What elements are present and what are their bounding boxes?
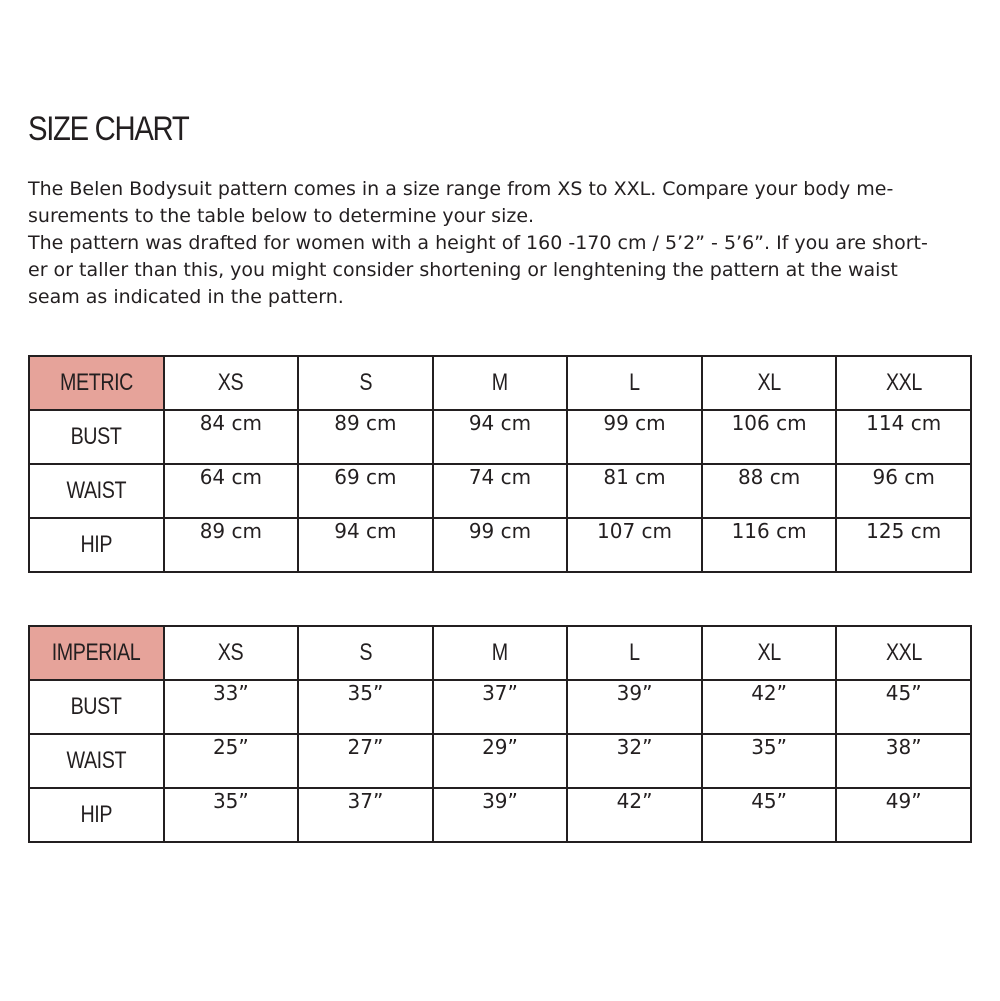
imperial-header-label xyxy=(29,626,164,680)
table-header-row xyxy=(29,626,971,680)
table-cell: 42” xyxy=(567,788,702,842)
table-header-row xyxy=(29,356,971,410)
size-label: L xyxy=(629,369,640,396)
table-cell: 42” xyxy=(702,680,837,734)
table-cell: 32” xyxy=(567,734,702,788)
table-row xyxy=(29,410,971,464)
size-label: XS xyxy=(218,639,244,666)
table-cell: 35” xyxy=(298,680,433,734)
table-row xyxy=(29,464,971,518)
table-cell: 39” xyxy=(567,680,702,734)
intro-line: The Belen Bodysuit pattern comes in a size range from XS to XXL. Compare your body me- xyxy=(28,178,894,200)
row-label-bust xyxy=(29,680,164,734)
row-label-text: WAIST xyxy=(66,477,127,504)
size-label: XS xyxy=(218,369,244,396)
table-cell: 35” xyxy=(164,788,299,842)
table-cell: 49” xyxy=(836,788,971,842)
table-cell: 94 cm xyxy=(433,410,568,464)
size-header-xl xyxy=(702,626,837,680)
table-cell: 35” xyxy=(702,734,837,788)
size-header-m xyxy=(433,356,568,410)
imperial-size-table xyxy=(28,625,972,843)
intro-text xyxy=(28,176,978,311)
table-cell: 74 cm xyxy=(433,464,568,518)
table-cell: 96 cm xyxy=(836,464,971,518)
intro-line: The pattern was drafted for women with a height of 160 -170 cm / 5’2” - 5’6”. If you are short- xyxy=(28,232,928,254)
metric-size-table xyxy=(28,355,972,573)
size-label: XL xyxy=(757,639,781,666)
row-label-text: BUST xyxy=(70,693,122,720)
size-header-s xyxy=(298,356,433,410)
row-label-text: BUST xyxy=(70,423,122,450)
size-label: XXL xyxy=(885,639,922,666)
size-label: S xyxy=(359,369,372,396)
table-cell: 84 cm xyxy=(164,410,299,464)
table-cell: 88 cm xyxy=(702,464,837,518)
table-row xyxy=(29,518,971,572)
table-cell: 38” xyxy=(836,734,971,788)
size-header-l xyxy=(567,626,702,680)
table-cell: 27” xyxy=(298,734,433,788)
size-header-l xyxy=(567,356,702,410)
table-cell: 89 cm xyxy=(164,518,299,572)
table-cell: 94 cm xyxy=(298,518,433,572)
row-label-hip xyxy=(29,788,164,842)
row-label-waist xyxy=(29,734,164,788)
table-cell: 25” xyxy=(164,734,299,788)
table-cell: 69 cm xyxy=(298,464,433,518)
row-label-text: HIP xyxy=(80,801,113,828)
table-cell: 125 cm xyxy=(836,518,971,572)
table-cell: 99 cm xyxy=(567,410,702,464)
table-row xyxy=(29,680,971,734)
size-header-xxl xyxy=(836,356,971,410)
size-header-xl xyxy=(702,356,837,410)
table-cell: 64 cm xyxy=(164,464,299,518)
intro-line: surements to the table below to determine your size. xyxy=(28,205,535,227)
size-label: M xyxy=(491,639,508,666)
table-cell: 114 cm xyxy=(836,410,971,464)
table-cell: 89 cm xyxy=(298,410,433,464)
table-cell: 45” xyxy=(836,680,971,734)
table-cell: 116 cm xyxy=(702,518,837,572)
row-label-bust xyxy=(29,410,164,464)
size-label: L xyxy=(629,639,640,666)
size-label: M xyxy=(491,369,508,396)
table-cell: 107 cm xyxy=(567,518,702,572)
table-row xyxy=(29,734,971,788)
row-label-hip xyxy=(29,518,164,572)
imperial-label-text: IMPERIAL xyxy=(51,639,141,666)
row-label-text: HIP xyxy=(80,531,113,558)
metric-header-label xyxy=(29,356,164,410)
size-header-s xyxy=(298,626,433,680)
table-cell: 39” xyxy=(433,788,568,842)
intro-line: er or taller than this, you might consider shortening or lenghtening the pattern at the waist xyxy=(28,259,898,281)
table-row xyxy=(29,788,971,842)
table-cell: 81 cm xyxy=(567,464,702,518)
table-cell: 33” xyxy=(164,680,299,734)
table-cell: 29” xyxy=(433,734,568,788)
intro-line: seam as indicated in the pattern. xyxy=(28,286,344,308)
page-title: SIZE CHART xyxy=(28,110,189,148)
size-label: XXL xyxy=(885,369,922,396)
size-header-xs xyxy=(164,356,299,410)
size-header-xxl xyxy=(836,626,971,680)
size-label: XL xyxy=(757,369,781,396)
table-cell: 37” xyxy=(298,788,433,842)
row-label-text: WAIST xyxy=(66,747,127,774)
table-cell: 45” xyxy=(702,788,837,842)
metric-label-text: METRIC xyxy=(59,369,133,396)
table-cell: 106 cm xyxy=(702,410,837,464)
table-cell: 37” xyxy=(433,680,568,734)
size-label: S xyxy=(359,639,372,666)
size-header-xs xyxy=(164,626,299,680)
size-header-m xyxy=(433,626,568,680)
table-cell: 99 cm xyxy=(433,518,568,572)
row-label-waist xyxy=(29,464,164,518)
